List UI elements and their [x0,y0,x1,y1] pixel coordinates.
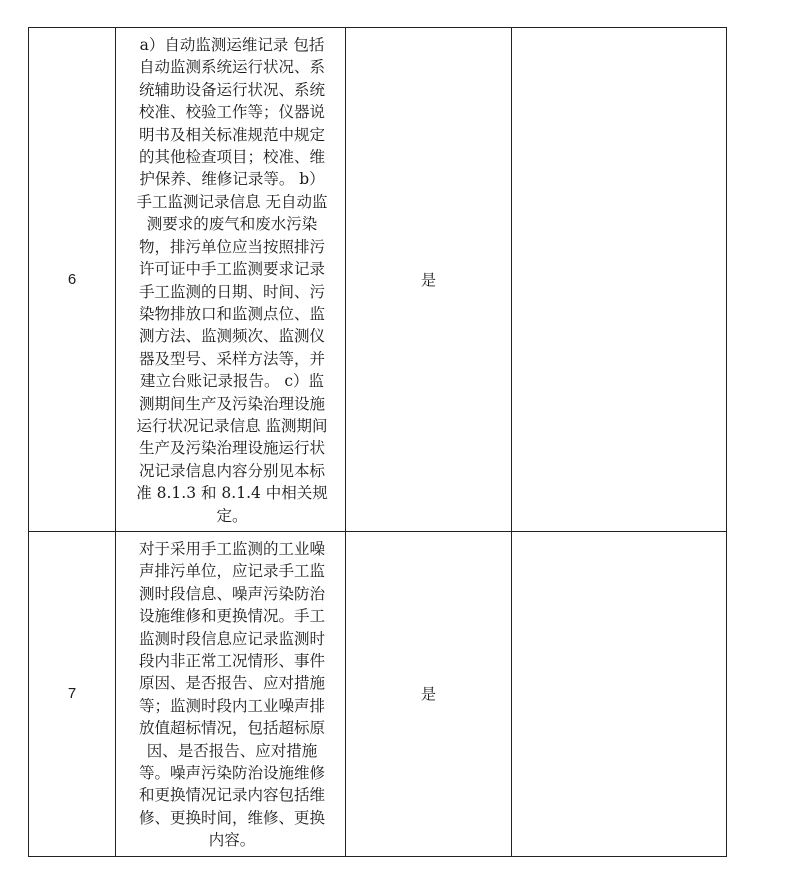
description-line: 运行状况记录信息 监测期间 [136,416,328,435]
description-line: 声排污单位，应记录手工监 [138,562,325,581]
description-line: 监测时段信息应记录监测时 [138,629,325,648]
table-row [29,532,727,857]
compliance-cell: 是 [346,532,512,857]
description-line: 染物排放口和监测点位、监 [138,304,325,323]
description-line: 测要求的废气和废水污染 [146,215,318,234]
description-line: 手工监测的日期、时间、污 [138,282,325,301]
description-line: 设施维修和更换情况。手工 [138,607,325,626]
description-line: 内容。 [208,831,256,850]
checklist-table-container [28,27,727,857]
requirement-description-cell [116,532,346,857]
description-line: 许可证中手工监测要求记录 [138,260,325,279]
description-line: 况记录信息内容分别见本标 [138,461,325,480]
description-line: 建立台账记录报告。 c）监 [139,372,325,391]
description-line: 等。噪声污染防治设施维修 [138,764,325,783]
description-line: 器及型号、采样方法等，并 [138,349,325,368]
description-line: 校准、校验工作等；仪器说 [138,103,325,122]
description-line: 对于采用手工监测的工业噪 [138,540,325,558]
table-row [29,28,727,532]
description-line: 修、更换时间，维修、更换 [138,808,325,827]
row-number-cell: 6 [29,28,116,532]
description-line: 和更换情况记录内容包括维 [138,786,325,805]
description-line: 段内非正常工况情形、事件 [138,652,325,671]
description-line: 统辅助设备运行状况、系统 [138,80,325,99]
description-line: 自动监测系统运行状况、系 [138,58,325,77]
description-line: 生产及污染治理设施运行状 [138,439,325,458]
description-line: 护保养、维修记录等。 b） [139,170,325,189]
description-line: 物，排污单位应当按照排污 [138,237,325,256]
description-line: 测期间生产及污染治理设施 [138,394,325,413]
remarks-cell [512,28,727,532]
requirement-description-cell [116,28,346,532]
description-line: 放值超标情况，包括超标原 [138,719,325,738]
description-line: 定。 [216,506,248,525]
description-line: 测时段信息、噪声污染防治 [138,584,325,603]
description-line: a）自动监测运维记录 包括 [139,36,325,55]
description-line: 明书及相关标准规范中规定 [138,125,325,144]
description-line: 手工监测记录信息 无自动监 [136,192,328,211]
row-number-cell: 7 [29,532,116,857]
description-line: 因、是否报告、应对措施 [146,741,318,760]
description-line: 测方法、监测频次、监测仪 [138,327,325,346]
description-line: 的其他检查项目；校准、维 [138,148,325,167]
checklist-table [28,27,727,857]
description-line: 原因、是否报告、应对措施 [138,674,325,693]
description-line: 准 8.1.3 和 8.1.4 中相关规 [136,484,328,503]
compliance-cell: 是 [346,28,512,532]
description-line: 等；监测时段内工业噪声排 [138,696,325,715]
remarks-cell [512,532,727,857]
